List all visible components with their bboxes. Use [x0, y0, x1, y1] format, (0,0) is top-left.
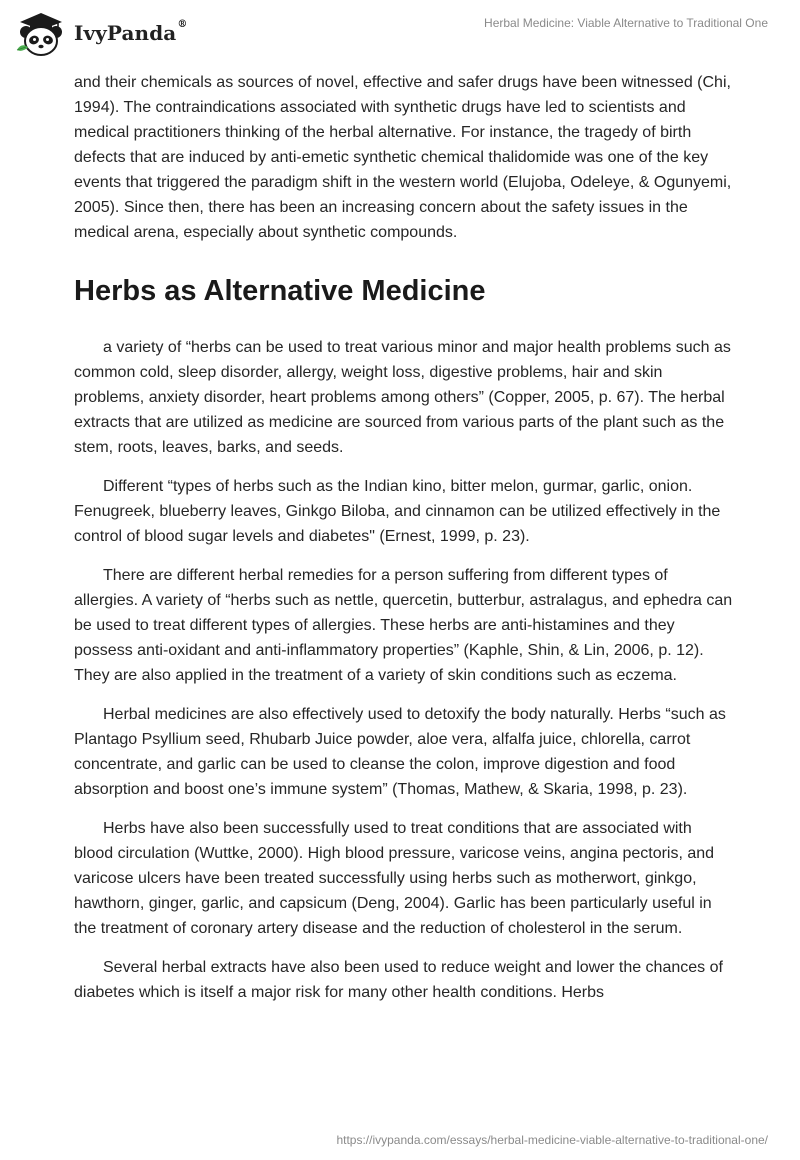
- body-paragraph: Several herbal extracts have also been used to reduce weight and lower the chances of diabetes which is itself a major risk for many other health conditions. Herbs: [74, 959, 723, 1001]
- body-paragraph: Different “types of herbs such as the Indian kino, bitter melon, gurmar, garlic, onion. Fenugreek, blueberry leaves, Ginkgo Biloba, and cinnamon can be utilized effectively in the control of blood sugar levels and diabetes" (Ernest, 1999, p. 23).: [74, 478, 721, 545]
- panda-graduate-icon: [14, 8, 68, 58]
- brand-name: IvyPanda®: [74, 19, 188, 45]
- body-paragraph: a variety of “herbs can be used to treat various minor and major health problems such as common cold, sleep disorder, allergy, weight loss, digestive problems, hair and skin problems, anxiety disorder, heart problems among others” (Copper, 2005, p. 67). The herbal extracts that are utilized as medicine are sourced from various parts of the plant such as the stem, roots, leaves, barks, and seeds.: [74, 339, 731, 456]
- page-header: [0, 0, 800, 62]
- body-paragraph: There are different herbal remedies for a person suffering from different types of allergies. A variety of “herbs such as nettle, quercetin, butterbur, astralagus, and ephedra can be used to treat different types of allergies. These herbs are anti-histamines and they possess anti-oxidant and anti-inflammatory properties” (Kaphle, Shin, & Lin, 2006, p. 12). They are also applied in the treatment of a variety of skin conditions such as eczema.: [74, 567, 733, 684]
- intro-paragraph: and their chemicals as sources of novel, effective and safer drugs have been witnessed (Chi, 1994). The contraindications associated with synthetic drugs have led to scientists and medical practitioners thinking of the herbal alternative. For instance, the tragedy of birth defects that are induced by anti-emetic synthetic chemical thalidomide was one of the key events that triggered the paradigm shift in the western world (Elujoba, Odeleye, & Ogunyemi, 2005). Since then, there has been an increasing concern about the safety issues in the medical arena, especially about synthetic compounds.: [74, 74, 732, 241]
- source-url-link[interactable]: https://ivypanda.com/essays/herbal-medicine-viable-alternative-to-traditional-one/: [336, 1133, 768, 1147]
- body-paragraph: Herbs have also been successfully used to treat conditions that are associated with blood circulation (Wuttke, 2000). High blood pressure, varicose veins, angina pectoris, and varicose ulcers have been treated successfully using herbs such as motherwort, ginkgo, hawthorn, ginger, garlic, and capsicum (Deng, 2004). Garlic has been particularly useful in the treatment of coronary artery disease and the reduction of cholesterol in the serum.: [74, 820, 715, 937]
- ivypanda-logo[interactable]: [14, 8, 187, 58]
- article-body: [74, 70, 734, 1005]
- registered-mark: ®: [177, 19, 188, 30]
- body-paragraph: Herbal medicines are also effectively used to detoxify the body naturally. Herbs “such as Plantago Psyllium seed, Rhubarb Juice powder, aloe vera, alfalfa juice, chlorella, carrot concentrate, and garlic can be used to cleanse the colon, improve digestion and food absorption and boost one’s immune system” (Thomas, Mathew, & Skaria, 1998, p. 23).: [74, 706, 726, 798]
- section-heading: Herbs as Alternative Medicine: [74, 275, 486, 307]
- document-title: Herbal Medicine: Viable Alternative to Traditional One: [484, 16, 768, 30]
